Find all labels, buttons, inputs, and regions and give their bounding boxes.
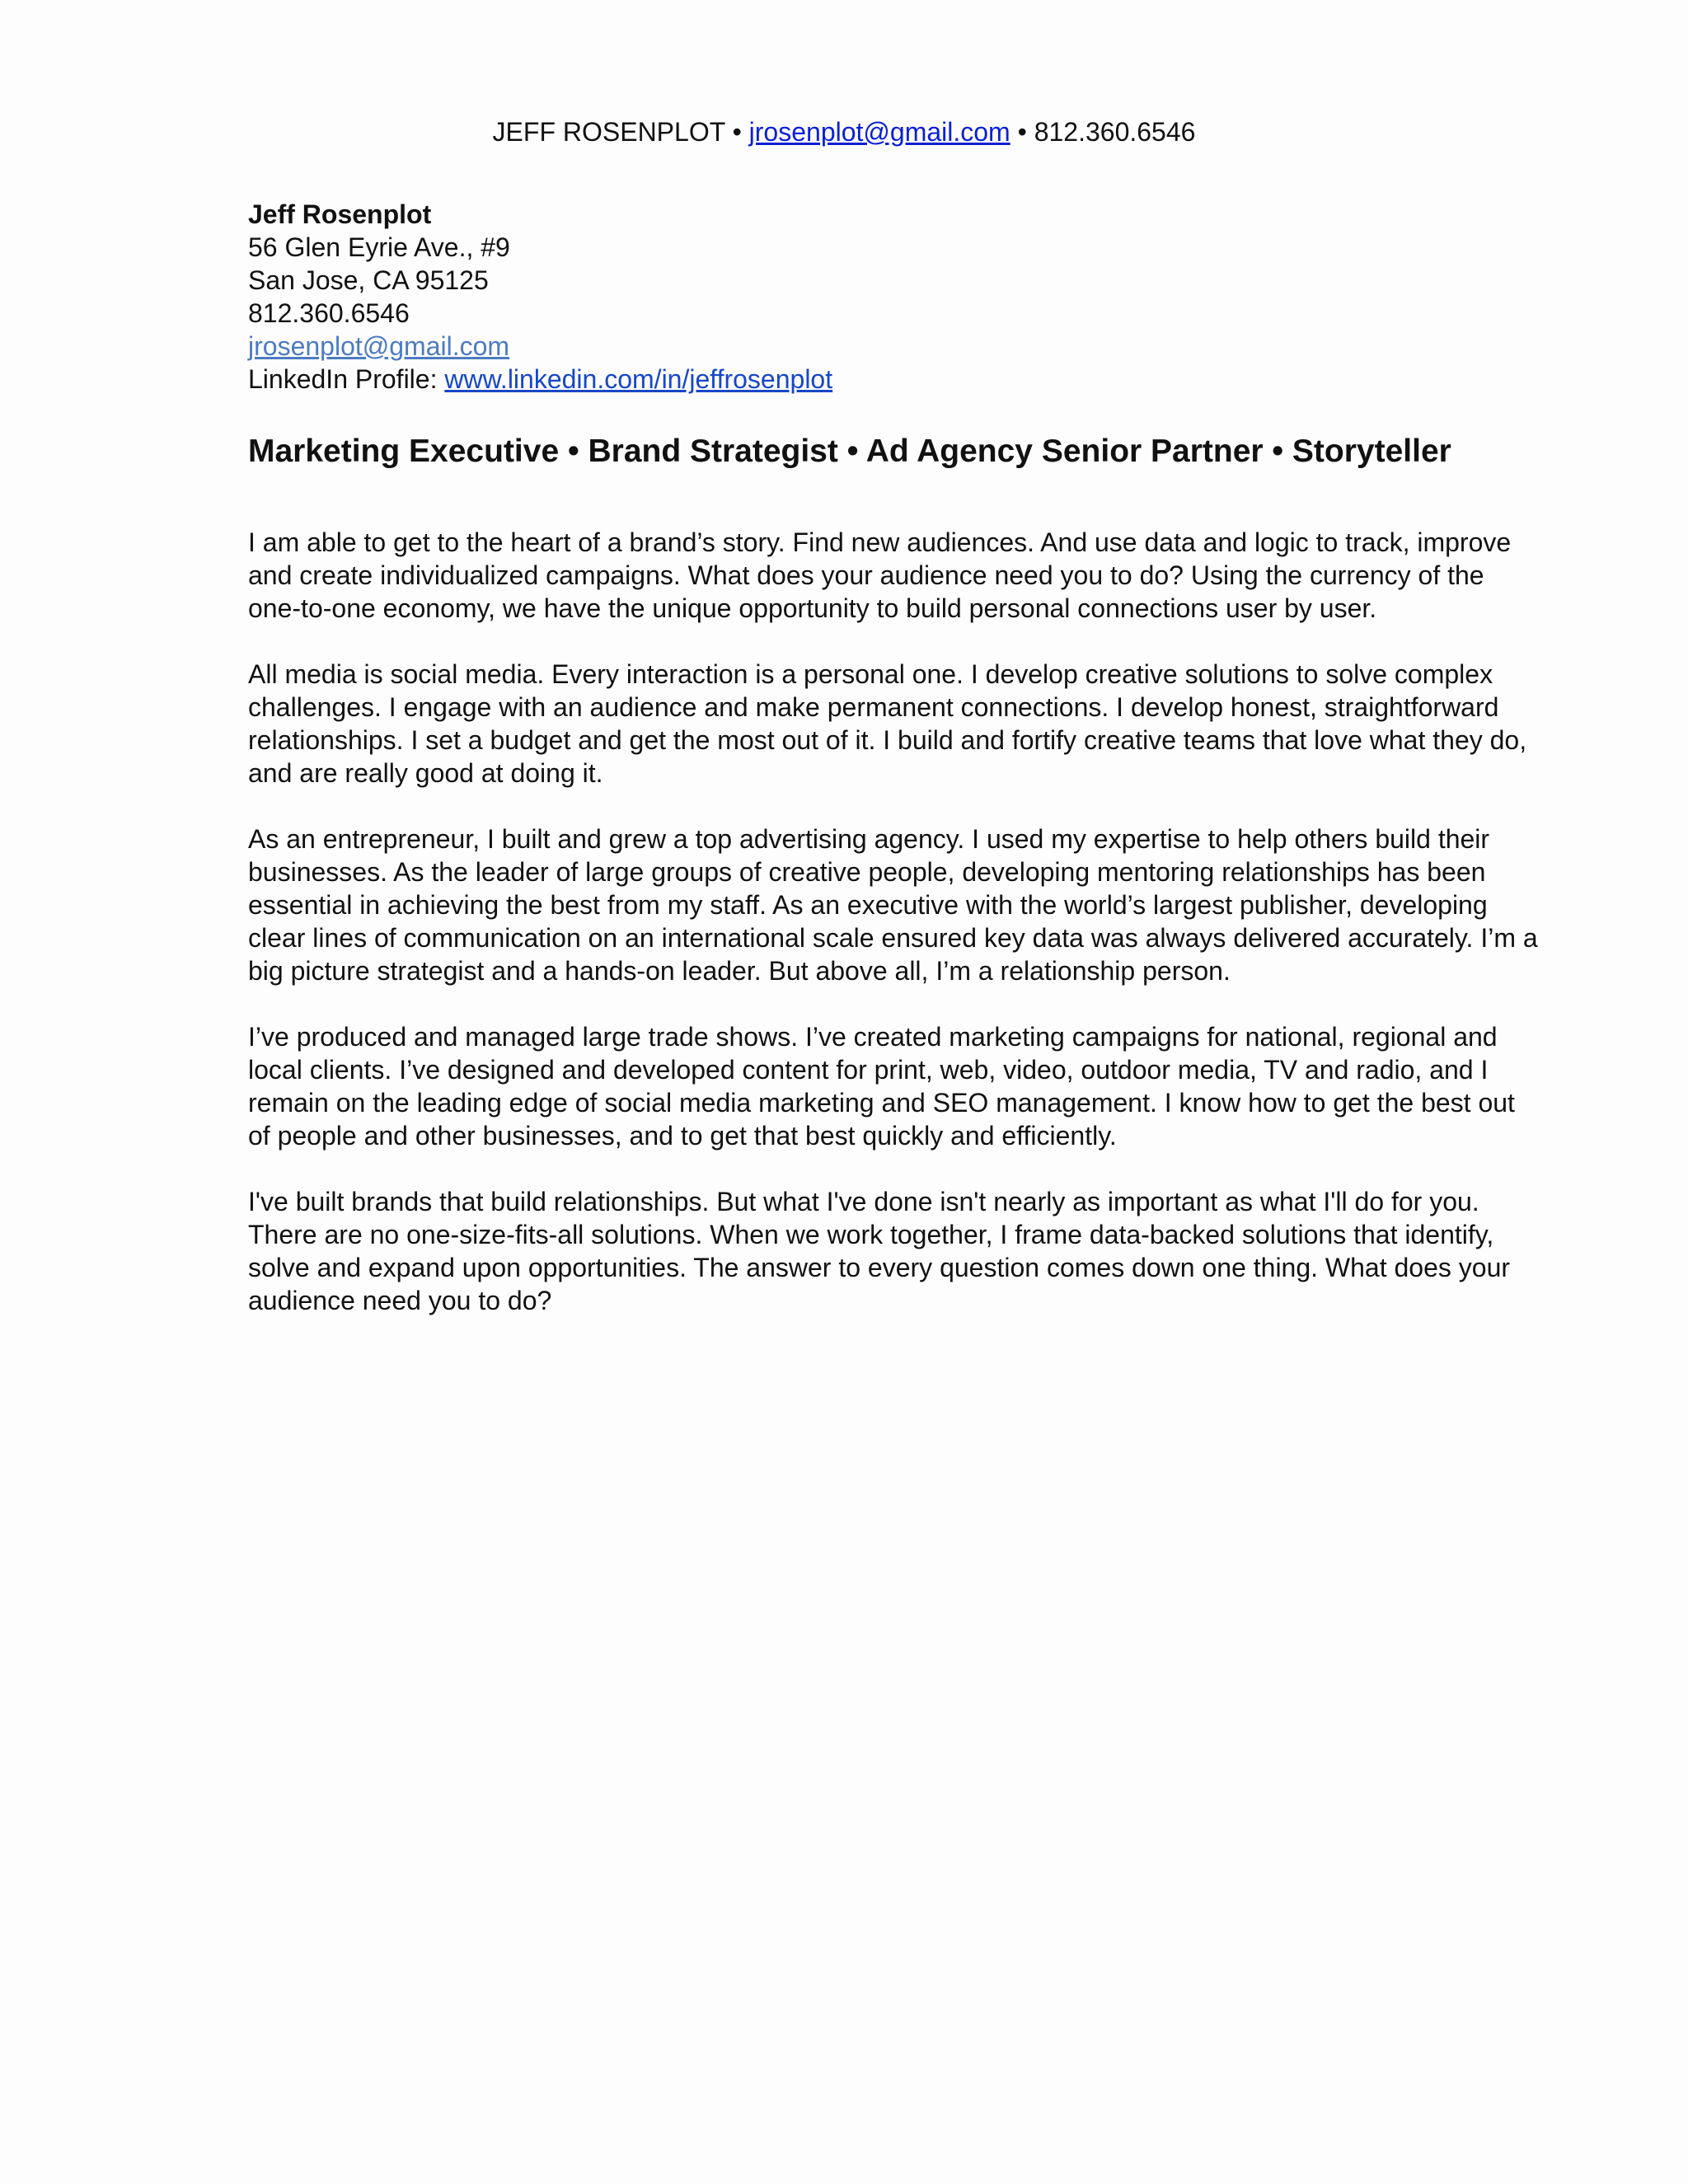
header-email-link[interactable]: jrosenplot@gmail.com [748,117,1010,147]
header-separator: • [1010,117,1034,147]
paragraph: I am able to get to the heart of a brand’s story. Find new audiences. And use data and logic to track, improve and create individualized campaigns. What does your audience need you to do? Using the currency of the one-to-one economy, we have the unique opportunity to build personal connections user by user. [248,527,1512,623]
contact-email-row [248,330,832,363]
linkedin-label: LinkedIn Profile: [248,364,445,394]
contact-address-line-1: 56 Glen Eyrie Ave., #9 [248,232,510,262]
contact-name: Jeff Rosenplot [248,199,432,229]
header-separator: • [724,117,749,147]
paragraph: I’ve produced and managed large trade shows. I’ve created marketing campaigns for national, regional and local clients. I’ve designed and developed content for print, web, video, outdoor media, TV and radio, and I remain on the leading edge of social media marketing and SEO management. I know how to get the best out of people and other businesses, and to get that best quickly and efficiently. [248,1022,1515,1151]
contact-block [248,198,832,396]
paragraph: As an entrepreneur, I built and grew a top advertising agency. I used my expertise to help others build their businesses. As the leader of large groups of creative people, developing mentoring relationships has been essential in achieving the best from my staff. As an executive with the world’s largest publisher, developing clear lines of communication on an international scale ensured key data was always delivered accurately. I’m a big picture strategist and a hands-on leader. But above all, I’m a relationship person. [248,824,1538,986]
tagline-heading: Marketing Executive • Brand Strategist • Ad Agency Senior Partner • Storyteller [248,434,1451,469]
contact-email-link[interactable]: jrosenplot@gmail.com [248,331,510,361]
header-name: JEFF ROSENPLOT [492,117,725,147]
contact-phone: 812.360.6546 [248,298,410,328]
paragraph: I've built brands that build relationships. But what I've done isn't nearly as important as what I'll do for you. There are no one-size-fits-all solutions. When we work together, I frame data-backed solutions that identify, solve and expand upon opportunities. The answer to every question comes down one thing. What does your audience need you to do? [248,1187,1511,1315]
linkedin-link[interactable]: www.linkedin.com/in/jeffrosenplot [444,364,833,394]
body-text [248,526,1542,1350]
contact-address-line-2: San Jose, CA 95125 [248,265,489,295]
paragraph: All media is social media. Every interaction is a personal one. I develop creative solutions to solve complex challenges. I engage with an audience and make permanent connections. I develop honest, straightforward relationships. I set a budget and get the most out of it. I build and fortify creative teams that love what they do, and are really good at doing it. [248,659,1527,788]
header-phone: 812.360.6546 [1034,117,1196,147]
contact-linkedin-row [248,363,832,396]
page-header [0,114,1688,150]
